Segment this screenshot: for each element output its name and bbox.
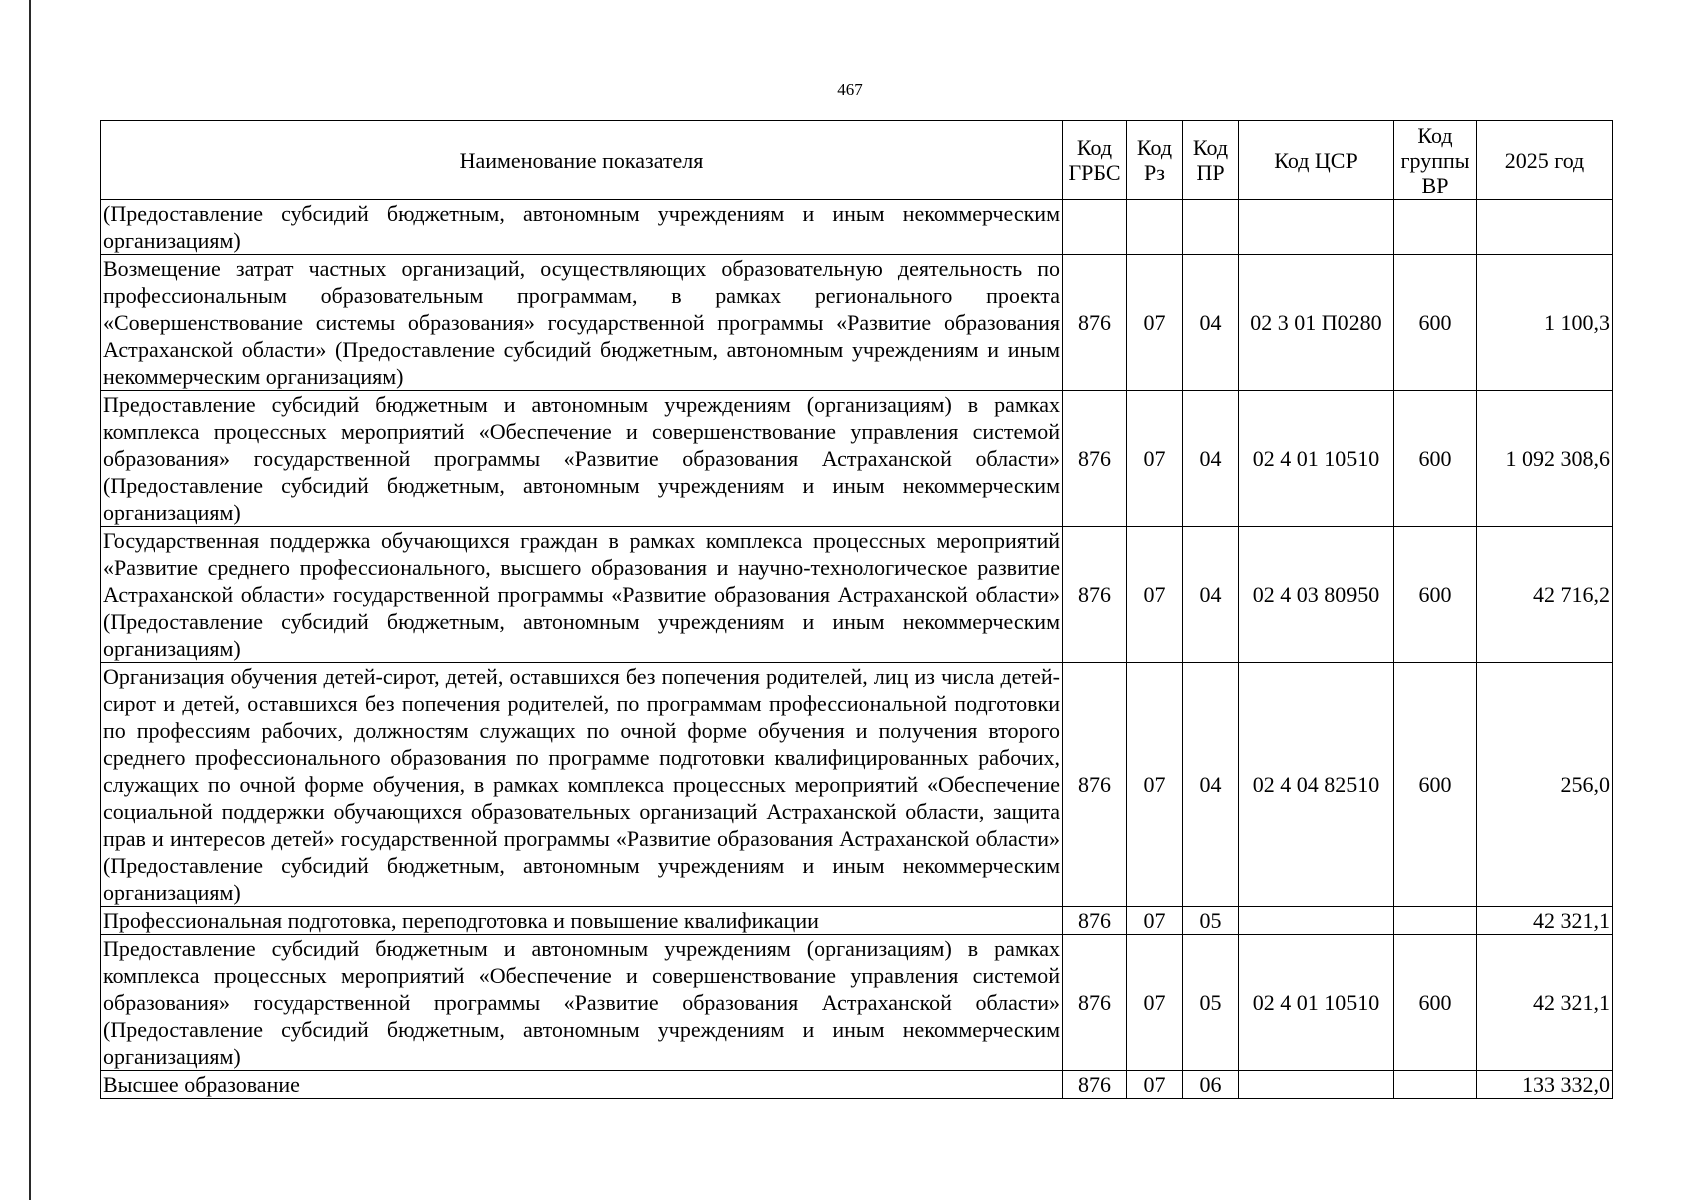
cell-rz bbox=[1127, 200, 1183, 255]
cell-pr: 06 bbox=[1183, 1071, 1239, 1099]
cell-pr: 05 bbox=[1183, 935, 1239, 1071]
cell-grbs: 876 bbox=[1063, 391, 1127, 527]
header-year: 2025 год bbox=[1477, 121, 1613, 200]
cell-name: Предоставление субсидий бюджетным и автономным учреждениям (организациям) в рамках комплекса процессных мероприятий «Обеспечение и совершенствование управления системой образования» государственной программы «Развитие образования Астраханской области» (Предоставление субсидий бюджетным, автономным учреждениям и иным некоммерческим организациям) bbox=[101, 935, 1063, 1071]
table-row bbox=[101, 663, 1613, 907]
cell-grbs bbox=[1063, 200, 1127, 255]
cell-vr bbox=[1394, 907, 1477, 935]
cell-grbs: 876 bbox=[1063, 527, 1127, 663]
table-row bbox=[101, 907, 1613, 935]
header-csr: Код ЦСР bbox=[1239, 121, 1394, 200]
cell-amount: 256,0 bbox=[1477, 663, 1613, 907]
table-row bbox=[101, 200, 1613, 255]
cell-amount: 42 321,1 bbox=[1477, 935, 1613, 1071]
cell-amount: 1 100,3 bbox=[1477, 255, 1613, 391]
cell-csr: 02 4 01 10510 bbox=[1239, 391, 1394, 527]
cell-vr bbox=[1394, 200, 1477, 255]
cell-amount: 42 716,2 bbox=[1477, 527, 1613, 663]
cell-vr: 600 bbox=[1394, 255, 1477, 391]
cell-name: Возмещение затрат частных организаций, осуществляющих образовательную деятельность по профессиональным образовательным программам, в рамках регионального проекта «Совершенствование системы образования» государственной программы «Развитие образования Астраханской области» (Предоставление субсидий бюджетным, автономным учреждениям и иным некоммерческим организациям) bbox=[101, 255, 1063, 391]
cell-amount: 133 332,0 bbox=[1477, 1071, 1613, 1099]
cell-csr bbox=[1239, 200, 1394, 255]
page-number: 467 bbox=[837, 80, 863, 99]
cell-pr: 04 bbox=[1183, 255, 1239, 391]
header-grbs: Код ГРБС bbox=[1063, 121, 1127, 200]
cell-pr bbox=[1183, 200, 1239, 255]
cell-vr: 600 bbox=[1394, 391, 1477, 527]
cell-rz: 07 bbox=[1127, 391, 1183, 527]
cell-rz: 07 bbox=[1127, 527, 1183, 663]
header-vr: Код группы ВР bbox=[1394, 121, 1477, 200]
cell-pr: 05 bbox=[1183, 907, 1239, 935]
table-row bbox=[101, 391, 1613, 527]
table-row bbox=[101, 527, 1613, 663]
header-pr: Код ПР bbox=[1183, 121, 1239, 200]
table-row bbox=[101, 255, 1613, 391]
table-header bbox=[101, 121, 1613, 200]
cell-name: (Предоставление субсидий бюджетным, автономным учреждениям и иным некоммерческим организациям) bbox=[101, 200, 1063, 255]
cell-grbs: 876 bbox=[1063, 1071, 1127, 1099]
cell-vr: 600 bbox=[1394, 935, 1477, 1071]
cell-csr: 02 4 01 10510 bbox=[1239, 935, 1394, 1071]
table-body bbox=[101, 200, 1613, 1099]
cell-vr bbox=[1394, 1071, 1477, 1099]
cell-grbs: 876 bbox=[1063, 935, 1127, 1071]
table-row bbox=[101, 1071, 1613, 1099]
cell-amount: 42 321,1 bbox=[1477, 907, 1613, 935]
cell-csr: 02 3 01 П0280 bbox=[1239, 255, 1394, 391]
cell-rz: 07 bbox=[1127, 1071, 1183, 1099]
cell-rz: 07 bbox=[1127, 663, 1183, 907]
cell-name: Государственная поддержка обучающихся граждан в рамках комплекса процессных мероприятий «Развитие среднего профессионального, высшего образования и научно-технологическое развитие Астраханской области» государственной программы «Развитие образования Астраханской области» (Предоставление субсидий бюджетным, автономным учреждениям и иным некоммерческим организациям) bbox=[101, 527, 1063, 663]
cell-pr: 04 bbox=[1183, 391, 1239, 527]
cell-csr bbox=[1239, 1071, 1394, 1099]
cell-name: Профессиональная подготовка, переподготовка и повышение квалификации bbox=[101, 907, 1063, 935]
cell-pr: 04 bbox=[1183, 663, 1239, 907]
header-row bbox=[101, 121, 1613, 200]
cell-name: Предоставление субсидий бюджетным и автономным учреждениям (организациям) в рамках комплекса процессных мероприятий «Обеспечение и совершенствование управления системой образования» государственной программы «Развитие образования Астраханской области» (Предоставление субсидий бюджетным, автономным учреждениям и иным некоммерческим организациям) bbox=[101, 391, 1063, 527]
cell-grbs: 876 bbox=[1063, 255, 1127, 391]
budget-table bbox=[100, 120, 1613, 1099]
cell-grbs: 876 bbox=[1063, 907, 1127, 935]
cell-csr bbox=[1239, 907, 1394, 935]
cell-csr: 02 4 04 82510 bbox=[1239, 663, 1394, 907]
cell-name: Организация обучения детей-сирот, детей, оставшихся без попечения родителей, лиц из числа детей-сирот и детей, оставшихся без попечения родителей, по программам профессиональной подготовки по профессиям рабочих, должностям служащих по очной форме обучения и получения второго среднего профессионального образования по программе подготовки квалифицированных рабочих, служащих по очной форме обучения, в рамках комплекса процессных мероприятий «Обеспечение социальной поддержки обучающихся образовательных организаций Астраханской области, защита прав и интересов детей» государственной программы «Развитие образования Астраханской области» (Предоставление субсидий бюджетным, автономным учреждениям и иным некоммерческим организациям) bbox=[101, 663, 1063, 907]
cell-amount bbox=[1477, 200, 1613, 255]
cell-vr: 600 bbox=[1394, 527, 1477, 663]
table-row bbox=[101, 935, 1613, 1071]
cell-pr: 04 bbox=[1183, 527, 1239, 663]
left-margin-line bbox=[29, 0, 31, 1200]
cell-grbs: 876 bbox=[1063, 663, 1127, 907]
cell-name: Высшее образование bbox=[101, 1071, 1063, 1099]
cell-vr: 600 bbox=[1394, 663, 1477, 907]
header-rz: Код Рз bbox=[1127, 121, 1183, 200]
cell-rz: 07 bbox=[1127, 907, 1183, 935]
cell-rz: 07 bbox=[1127, 255, 1183, 391]
cell-csr: 02 4 03 80950 bbox=[1239, 527, 1394, 663]
header-name: Наименование показателя bbox=[101, 121, 1063, 200]
cell-amount: 1 092 308,6 bbox=[1477, 391, 1613, 527]
cell-rz: 07 bbox=[1127, 935, 1183, 1071]
